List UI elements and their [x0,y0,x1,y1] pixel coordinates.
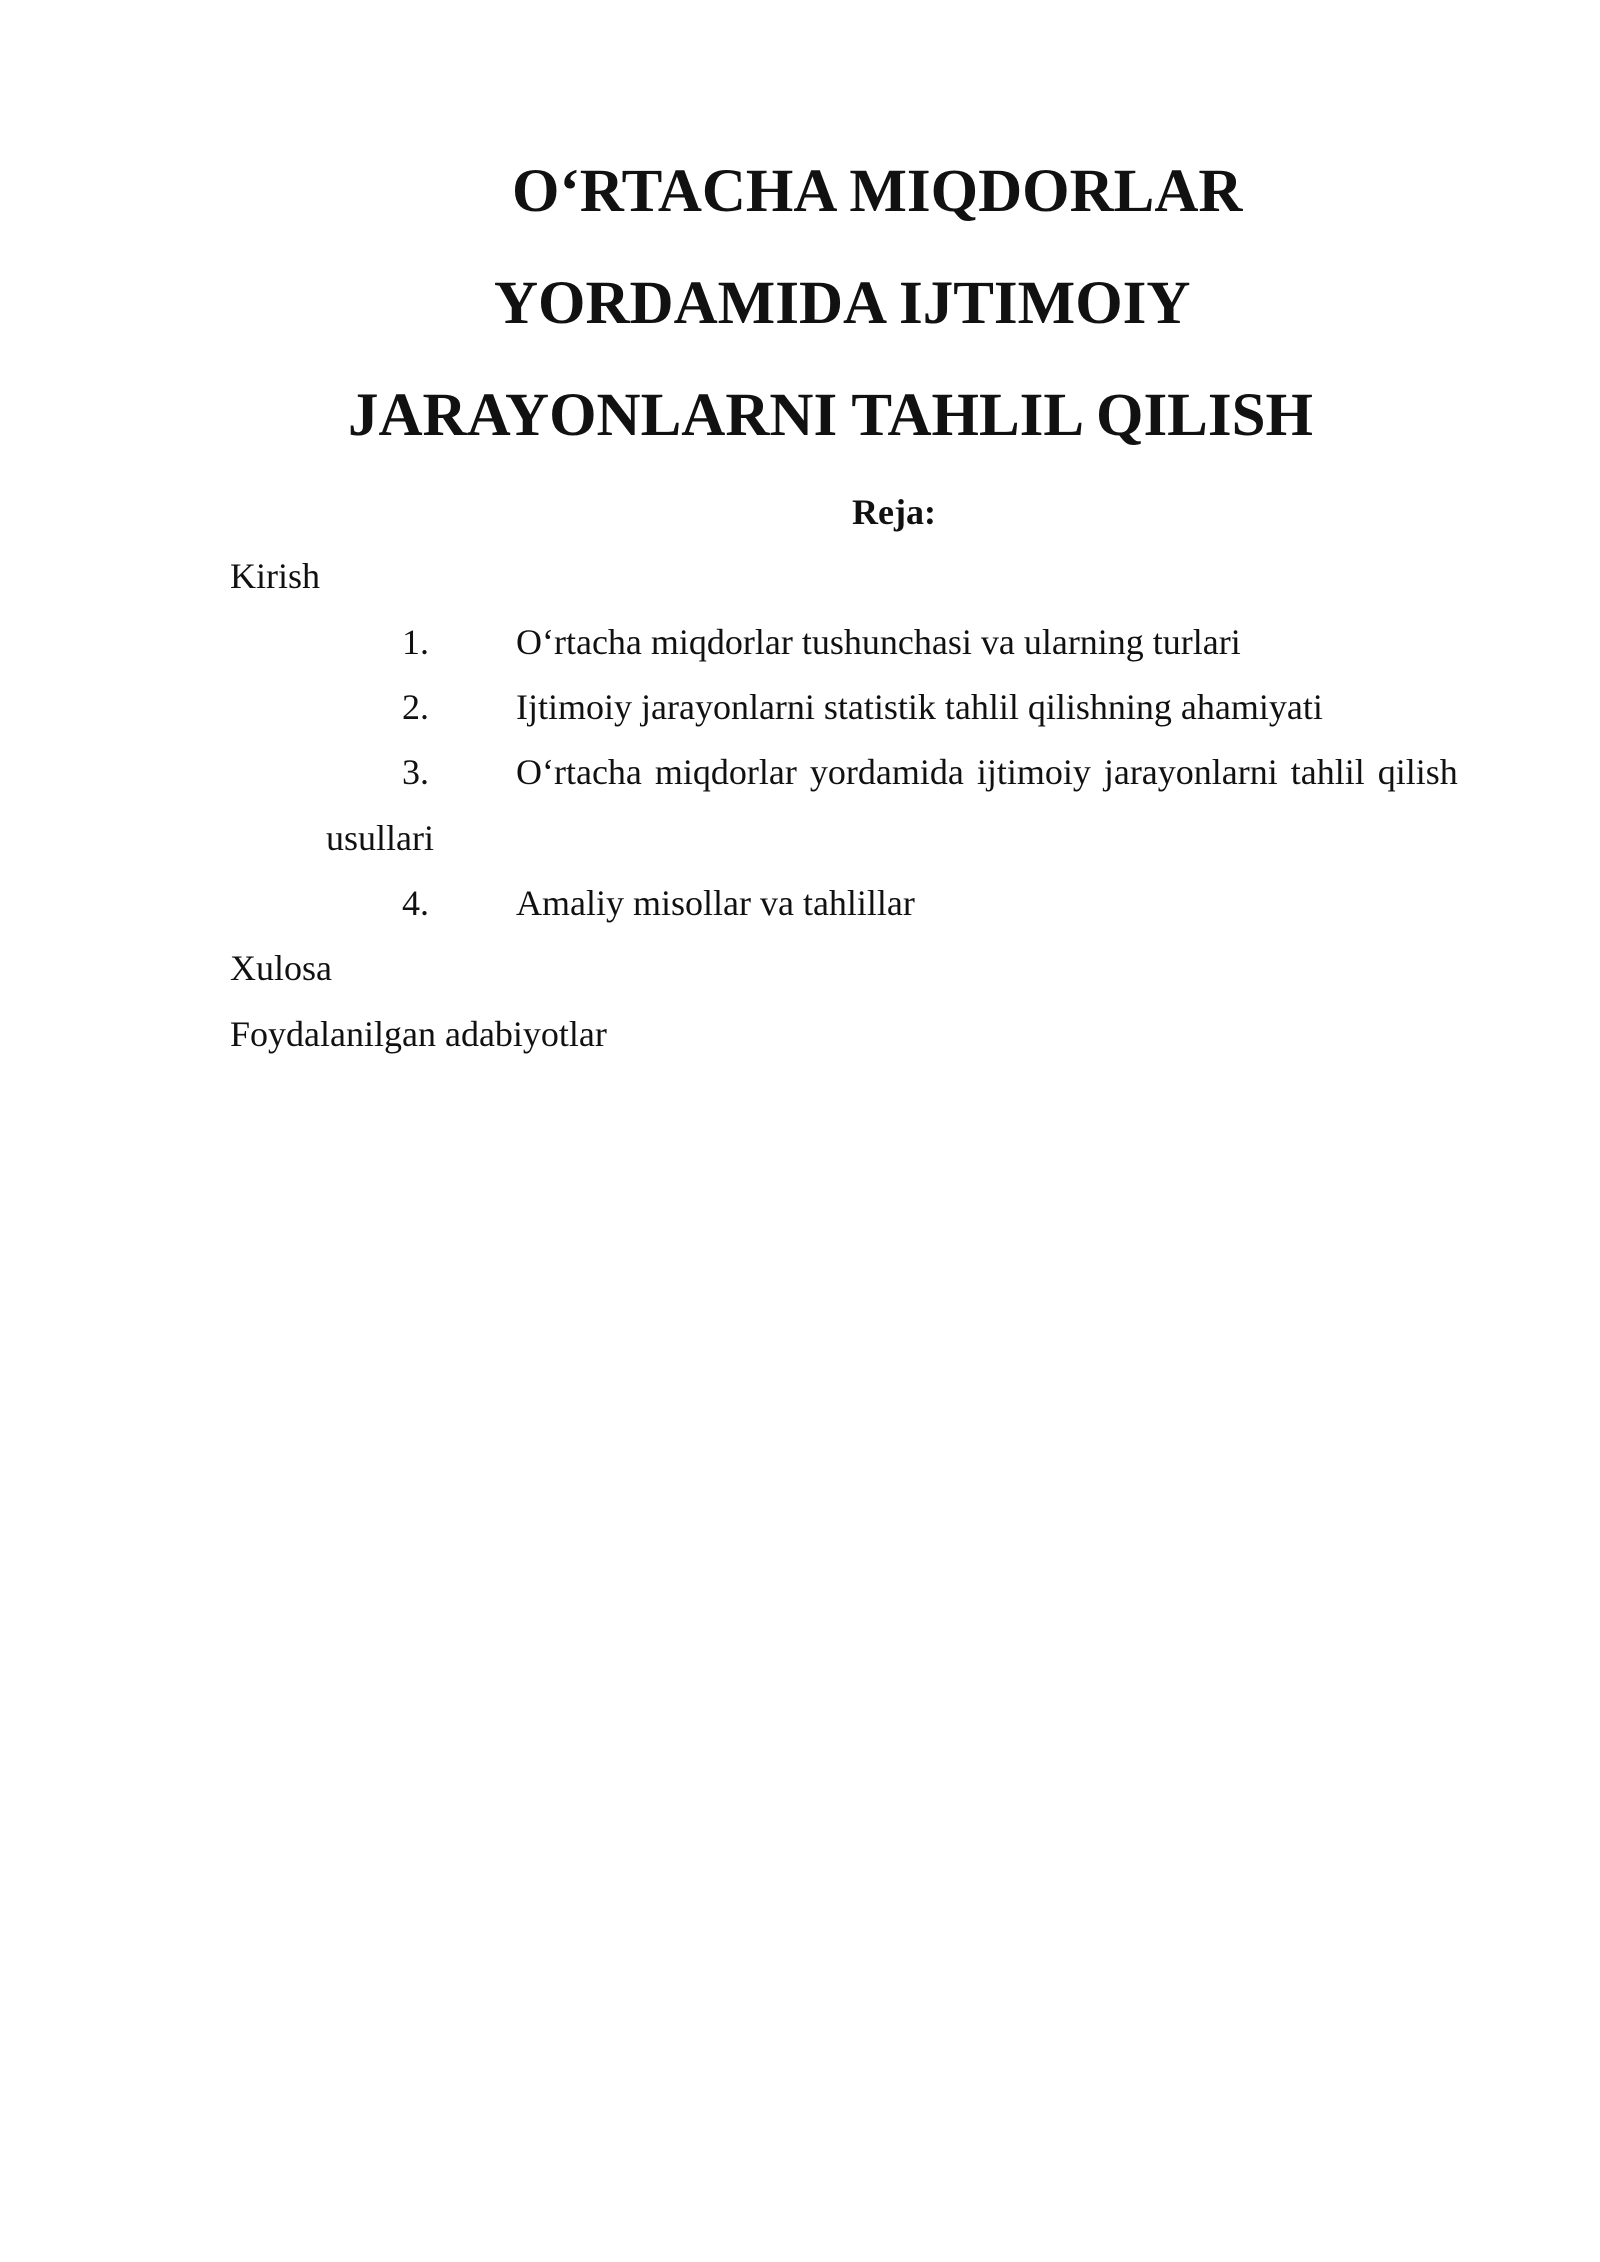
plan-item-number: 4. [402,883,429,923]
plan-item-number: 1. [402,622,429,662]
intro-item: Kirish [230,556,320,596]
references-item: Foydalanilgan adabiyotlar [230,1014,607,1054]
title-text-line-3: JARAYONLARNI TAHLIL QILISH [348,382,1313,449]
plan-item-text: O‘rtacha miqdorlar yordamida ijtimoiy jarayonlarni tahlil qilish [516,752,1458,792]
plan-heading: Reja: [852,492,936,532]
plan-item-number: 3. [402,752,429,792]
plan-item-text: O‘rtacha miqdorlar tushunchasi va ularning turlari [516,622,1241,662]
plan-item-continuation: usullari [326,818,434,858]
plan-item-text: Ijtimoiy jarayonlarni statistik tahlil qilishning ahamiyati [516,687,1323,727]
conclusion-item: Xulosa [230,948,332,988]
plan-item-text: Amaliy misollar va tahlillar [516,883,915,923]
title-text-line-2: YORDAMIDA IJTIMOIY [494,270,1191,337]
title-text-line-1: O‘RTACHA MIQDORLAR [512,158,1243,225]
plan-item-number: 2. [402,687,429,727]
